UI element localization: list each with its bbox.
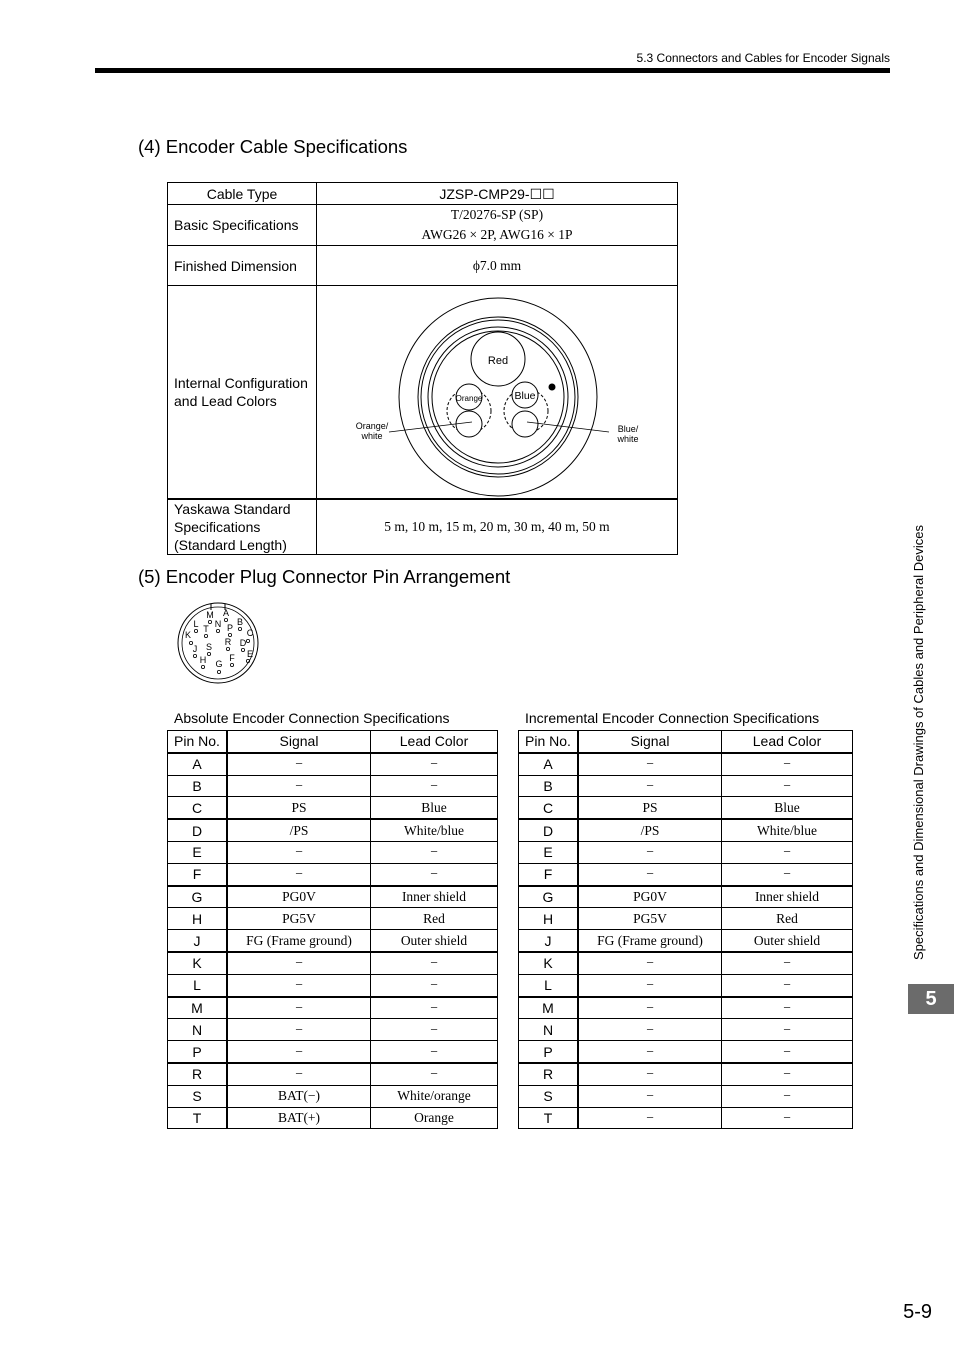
pin-R: R	[224, 637, 232, 647]
header-pin-no: Pin No.	[168, 731, 228, 753]
table-row	[519, 753, 853, 775]
pin-no-cell: N	[519, 1019, 579, 1041]
signal-cell: /PS	[578, 819, 722, 841]
table-row	[168, 886, 498, 908]
signal-cell: −	[578, 863, 722, 885]
blue-white-leader	[527, 422, 609, 432]
lead-color-cell: −	[371, 1019, 498, 1041]
signal-cell: PG0V	[227, 886, 371, 908]
lead-color-cell: Inner shield	[371, 886, 498, 908]
lead-color-cell: −	[722, 1063, 853, 1085]
pin-no-cell: R	[519, 1063, 579, 1085]
header-pin-no: Pin No.	[519, 731, 579, 753]
pin-no-cell: N	[168, 1019, 228, 1041]
spec-value: 5 m, 10 m, 15 m, 20 m, 30 m, 40 m, 50 m	[317, 499, 678, 555]
running-header: 5.3 Connectors and Cables for Encoder Signals	[636, 51, 890, 65]
signal-cell: PG5V	[578, 908, 722, 930]
table-row	[519, 775, 853, 797]
cable-spec-table	[167, 182, 678, 555]
lead-color-cell: −	[722, 1107, 853, 1129]
table-row	[519, 1107, 853, 1129]
table-row	[519, 952, 853, 974]
pin-B: B	[236, 617, 244, 627]
lead-color-cell: −	[371, 775, 498, 797]
signal-cell: −	[578, 1063, 722, 1085]
pin-no-cell: A	[168, 753, 228, 775]
drain-wire	[549, 384, 556, 391]
orange-white-label-2: white	[361, 431, 383, 442]
spec-label: Basic Specifications	[168, 205, 317, 246]
pin-no-cell: D	[519, 819, 579, 841]
spec-value-line: AWG26 × 2P, AWG16 × 1P	[421, 227, 573, 242]
lead-color-cell: −	[722, 1041, 853, 1063]
signal-cell: PS	[578, 797, 722, 819]
table-row	[168, 775, 498, 797]
pin-no-cell: T	[168, 1107, 228, 1129]
pin-T: T	[203, 624, 209, 634]
signal-cell: −	[578, 1041, 722, 1063]
table-row	[519, 1041, 853, 1063]
header-lead-color: Lead Color	[722, 731, 853, 753]
pin-no-cell: L	[168, 974, 228, 996]
signal-cell: −	[578, 997, 722, 1019]
pin-no-cell: J	[519, 930, 579, 952]
pin-no-cell: L	[519, 974, 579, 996]
signal-cell: −	[227, 775, 371, 797]
section-4-heading: (4) Encoder Cable Specifications	[138, 136, 408, 157]
table-row	[168, 1041, 498, 1063]
table-row	[168, 1019, 498, 1041]
lead-color-cell: Red	[371, 908, 498, 930]
signal-cell: −	[578, 753, 722, 775]
connector-pin-diagram	[170, 601, 266, 687]
table-row	[168, 997, 498, 1019]
header-rule	[95, 68, 890, 73]
pin-H: H	[199, 655, 207, 665]
signal-cell: PG5V	[227, 908, 371, 930]
table-row	[168, 974, 498, 996]
pin-no-cell: C	[168, 797, 228, 819]
chapter-side-title: Specifications and Dimensional Drawings of Cables and Peripheral Devices	[911, 525, 926, 960]
signal-cell: −	[227, 841, 371, 863]
absolute-encoder-caption: Absolute Encoder Connection Specifications	[174, 710, 450, 726]
table-row	[168, 753, 498, 775]
table-row	[519, 841, 853, 863]
signal-cell: −	[227, 1019, 371, 1041]
signal-cell: FG (Frame ground)	[227, 930, 371, 952]
spec-label: Cable Type	[168, 183, 317, 205]
incremental-encoder-table	[518, 730, 853, 1129]
pin-no-cell: A	[519, 753, 579, 775]
orange-white-conductor	[456, 411, 482, 437]
blue-white-label-1: Blue/	[617, 424, 639, 435]
signal-cell: −	[227, 863, 371, 885]
table-row	[519, 1085, 853, 1107]
red-label: Red	[487, 355, 509, 368]
spec-row-internal-config	[168, 286, 678, 499]
absolute-encoder-table	[167, 730, 498, 1129]
pin-A: A	[222, 608, 230, 618]
spec-row-standard-length	[168, 499, 678, 555]
section-5-heading: (5) Encoder Plug Connector Pin Arrangement	[138, 566, 511, 587]
pin-E: E	[246, 649, 254, 659]
pin-no-cell: H	[168, 908, 228, 930]
lead-color-cell: −	[722, 952, 853, 974]
lead-color-cell: Outer shield	[722, 930, 853, 952]
signal-cell: FG (Frame ground)	[578, 930, 722, 952]
spec-value: JZSP-CMP29-☐☐	[317, 183, 678, 205]
pin-M: M	[206, 610, 214, 620]
table-row	[168, 1085, 498, 1107]
signal-cell: −	[578, 1085, 722, 1107]
pin-no-cell: M	[519, 997, 579, 1019]
lead-color-cell: −	[371, 863, 498, 885]
pin-D: D	[239, 638, 247, 648]
table-row	[168, 819, 498, 841]
cable-cross-section-diagram	[317, 286, 677, 497]
pin-no-cell: B	[519, 775, 579, 797]
pin-no-cell: T	[519, 1107, 579, 1129]
table-header-row	[519, 731, 853, 753]
blue-label: Blue	[514, 390, 536, 403]
table-header-row	[168, 731, 498, 753]
pin-no-cell: F	[519, 863, 579, 885]
lead-color-cell: Outer shield	[371, 930, 498, 952]
table-row	[519, 1019, 853, 1041]
pin-S: S	[205, 642, 213, 652]
lead-color-cell: −	[371, 1063, 498, 1085]
table-row	[168, 1107, 498, 1129]
pin-no-cell: B	[168, 775, 228, 797]
signal-cell: −	[227, 753, 371, 775]
lead-color-cell: Red	[722, 908, 853, 930]
signal-cell: −	[578, 974, 722, 996]
pin-P: P	[226, 623, 234, 633]
spec-value: ϕ7.0 mm	[317, 246, 678, 286]
header-signal: Signal	[578, 731, 722, 753]
pin-no-cell: K	[519, 952, 579, 974]
spec-label: Finished Dimension	[168, 246, 317, 286]
table-row	[168, 863, 498, 885]
spec-row-dimension	[168, 246, 678, 286]
table-row	[519, 819, 853, 841]
table-row	[168, 952, 498, 974]
lead-color-cell: −	[722, 1019, 853, 1041]
pin-no-cell: M	[168, 997, 228, 1019]
pin-C: C	[246, 628, 254, 638]
pin-N: N	[214, 619, 222, 629]
table-row	[519, 930, 853, 952]
table-row	[168, 1063, 498, 1085]
header-lead-color: Lead Color	[371, 731, 498, 753]
lead-color-cell: −	[371, 974, 498, 996]
table-row	[519, 974, 853, 996]
pin-no-cell: E	[519, 841, 579, 863]
spec-label: Yaskawa Standard Specifications (Standard Length)	[168, 499, 317, 555]
pin-no-cell: J	[168, 930, 228, 952]
table-row	[519, 863, 853, 885]
lead-color-cell: Blue	[722, 797, 853, 819]
lead-color-cell: −	[371, 952, 498, 974]
table-row	[519, 797, 853, 819]
signal-cell: −	[227, 952, 371, 974]
signal-cell: −	[227, 997, 371, 1019]
orange-label: Orange	[455, 394, 483, 404]
signal-cell: PS	[227, 797, 371, 819]
spec-label: Internal Configuration and Lead Colors	[168, 286, 317, 499]
lead-color-cell: −	[722, 997, 853, 1019]
signal-cell: −	[227, 974, 371, 996]
pin-J: J	[192, 644, 198, 654]
lead-color-cell: White/blue	[371, 819, 498, 841]
table-row	[519, 1063, 853, 1085]
pin-K: K	[184, 630, 192, 640]
lead-color-cell: −	[722, 863, 853, 885]
pin-no-cell: G	[519, 886, 579, 908]
signal-cell: /PS	[227, 819, 371, 841]
pin-G: G	[215, 659, 223, 669]
outer-jacket	[399, 298, 597, 496]
lead-color-cell: Inner shield	[722, 886, 853, 908]
incremental-encoder-caption: Incremental Encoder Connection Specifications	[525, 710, 820, 726]
pin-no-cell: H	[519, 908, 579, 930]
spec-row-basic	[168, 205, 678, 246]
pin-no-cell: E	[168, 841, 228, 863]
signal-cell: −	[578, 1107, 722, 1129]
signal-cell: −	[578, 775, 722, 797]
signal-cell: −	[227, 1041, 371, 1063]
spec-row-cable-type	[168, 183, 678, 205]
table-row	[519, 886, 853, 908]
cable-cross-section-cell	[317, 286, 678, 499]
lead-color-cell: −	[722, 841, 853, 863]
lead-color-cell: White/orange	[371, 1085, 498, 1107]
lead-color-cell: Orange	[371, 1107, 498, 1129]
pin-no-cell: K	[168, 952, 228, 974]
lead-color-cell: −	[371, 997, 498, 1019]
pin-L: L	[193, 619, 199, 629]
signal-cell: BAT(−)	[227, 1085, 371, 1107]
signal-cell: PG0V	[578, 886, 722, 908]
lead-color-cell: −	[722, 775, 853, 797]
pin-no-cell: F	[168, 863, 228, 885]
table-row	[168, 797, 498, 819]
lead-color-cell: −	[722, 974, 853, 996]
lead-color-cell: White/blue	[722, 819, 853, 841]
pin-no-cell: C	[519, 797, 579, 819]
spec-value	[317, 205, 678, 246]
pin-no-cell: G	[168, 886, 228, 908]
lead-color-cell: −	[371, 1041, 498, 1063]
blue-white-conductor	[512, 411, 538, 437]
signal-cell: −	[578, 841, 722, 863]
pin-no-cell: S	[519, 1085, 579, 1107]
pin-no-cell: P	[168, 1041, 228, 1063]
pin-no-cell: R	[168, 1063, 228, 1085]
blue-white-label-2: white	[617, 434, 639, 445]
lead-color-cell: −	[722, 753, 853, 775]
page-number: 5-9	[903, 1301, 932, 1323]
lead-color-cell: −	[722, 1085, 853, 1107]
spec-value-line: T/20276-SP (SP)	[450, 207, 544, 222]
pin-no-cell: S	[168, 1085, 228, 1107]
lead-color-cell: −	[371, 841, 498, 863]
table-row	[168, 930, 498, 952]
table-row	[168, 841, 498, 863]
pin-no-cell: D	[168, 819, 228, 841]
table-row	[168, 908, 498, 930]
header-signal: Signal	[227, 731, 371, 753]
pin-F: F	[229, 653, 235, 663]
signal-cell: −	[578, 952, 722, 974]
orange-white-label-1: Orange/	[355, 421, 389, 432]
signal-cell: BAT(+)	[227, 1107, 371, 1129]
signal-cell: −	[578, 1019, 722, 1041]
table-row	[519, 908, 853, 930]
chapter-tab: 5	[908, 984, 954, 1014]
signal-cell: −	[227, 1063, 371, 1085]
lead-color-cell: Blue	[371, 797, 498, 819]
table-row	[519, 997, 853, 1019]
lead-color-cell: −	[371, 753, 498, 775]
pin-no-cell: P	[519, 1041, 579, 1063]
